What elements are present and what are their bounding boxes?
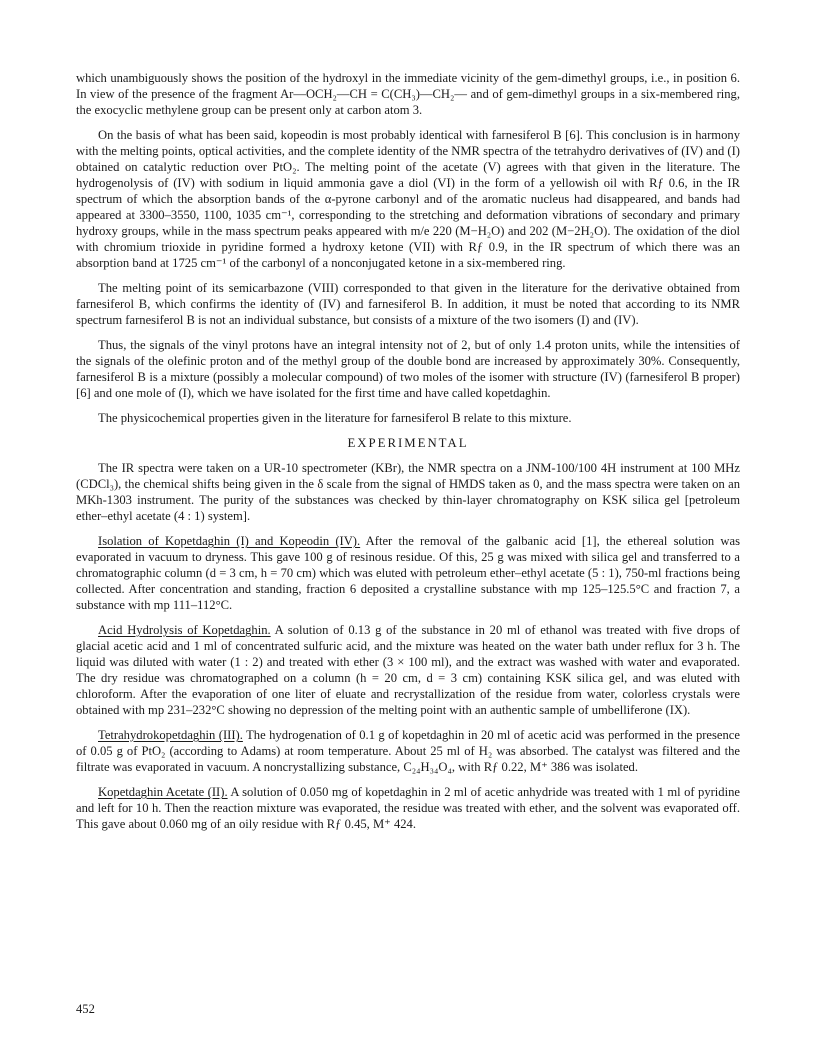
section-acid-hydrolysis: [76, 622, 740, 718]
runin-title: Tetrahydrokopetdaghin (III).: [98, 728, 243, 742]
paragraph: which unambiguously shows the position of the hydroxyl in the immediate vicinity of the gem-dimethyl groups, i.e., in position 6. In view of the presence of the fragment Ar—OCH₂—CH = C(CH₃)—CH₂— and of gem-dimethyl groups in a six-membered ring, the exocyclic methylene group can be present only at carbon atom 3.: [76, 71, 740, 117]
section-acetate: [76, 784, 740, 832]
article-body: [76, 70, 740, 841]
runin-title: Isolation of Kopetdaghin (I) and Kopeodin (IV).: [98, 534, 361, 548]
section-isolation: [76, 533, 740, 613]
paragraph: The physicochemical properties given in the literature for farnesiferol B relate to this mixture.: [98, 411, 572, 425]
paragraph: Thus, the signals of the vinyl protons have an integral intensity not of 2, but of only 1.4 proton units, while the intensities of the signals of the olefinic proton and of the methyl group of the double bond are increased by approximately 30%. Consequently, farnesiferol B is a mixture (possibly a molecular compound) of two moles of the isomer with structure (IV) (farnesiferol B proper) [6] and one mole of (I), which we have isolated for the first time and have called kopetdaghin.: [76, 338, 740, 400]
paragraph: The melting point of its semicarbazone (VIII) corresponded to that given in the literature for the derivative obtained from farnesiferol B, which confirms the identity of (IV) and farnesiferol B. In addition, it must be noted that according to its NMR spectrum farnesiferol B is not an individual substance, but consists of a mixture of the two isomers (I) and (IV).: [76, 281, 740, 327]
section-body: A solution of 0.13 g of the substance in 20 ml of ethanol was treated with five drops of glacial acetic acid and 1 ml of concentrated sulfuric acid, and the mixture was heated on the water bath under reflux for 3 h. The liquid was diluted with water (1 : 2) and treated with ether (3 × 100 ml), and the extract was washed with water and evaporated. The dry residue was chromatographed on a column (h = 20 cm, d = 3 cm) containing KSK silica gel, and was eluted with chloroform. After the evaporation of one liter of eluate and recrystallization of the residue from water, colorless crystals were obtained with mp 231–232°C showing no depression of the melting point with an authentic sample of umbelliferone (IX).: [76, 623, 740, 717]
runin-title: Acid Hydrolysis of Kopetdaghin.: [98, 623, 271, 637]
runin-title: Kopetdaghin Acetate (II).: [98, 785, 228, 799]
section-body: The hydrogenation of 0.1 g of kopetdaghin in 20 ml of acetic acid was performed in the presence of 0.05 g of PtO₂ (according to Adams) at room temperature. About 25 ml of H₂ was absorbed. The catalyst was filtered and the filtrate was evaporated in vacuum. A noncrystallizing substance, C₂₄H₃₄O₄, with Rƒ 0.22, M⁺ 386 was isolated.: [76, 728, 740, 774]
section-tetrahydro: [76, 727, 740, 775]
section-heading: EXPERIMENTAL: [347, 436, 469, 450]
page-number: 452: [76, 1002, 95, 1016]
experimental-intro: The IR spectra were taken on a UR-10 spectrometer (KBr), the NMR spectra on a JNM-100/100 4H instrument at 100 MHz (CDCl₃), the chemical shifts being given in the δ scale from the signal of HMDS taken as 0, and the mass spectra were taken on an MKh-1303 instrument. The purity of the substances was checked by thin-layer chromatography on KSK silica gel [petroleum ether–ethyl acetate (4 : 1) system].: [76, 461, 740, 523]
paragraph: On the basis of what has been said, kopeodin is most probably identical with farnesiferol B [6]. This conclusion is in harmony with the melting points, optical activities, and the complete identity of the NMR spectra of the tetrahydro derivatives of (IV) and (I) obtained on catalytic reduction over PtO₂. The melting point of the acetate (V) agrees with that given in the literature. The hydrogenolysis of (IV) with sodium in liquid ammonia gave a diol (VI) in the form of a yellowish oil with Rƒ 0.6, in the IR spectrum of which the absorption bands of the α-pyrone carbonyl and of the aromatic nucleus had disappeared, and bands had appeared at 3300–3550, 1100, 1035 cm⁻¹, corresponding to the stretching and deformation vibrations of secondary and primary hydroxy groups, while in the mass spectrum peaks appeared with m/e 220 (M−H₂O) and 202 (M−2H₂O). The oxidation of the diol with chromium trioxide in pyridine formed a hydroxy ketone (VII) with Rƒ 0.9, in the IR spectrum of which there was an absorption band at 1725 cm⁻¹ of the carbonyl of a nonconjugated ketone in a six-membered ring.: [76, 128, 740, 270]
section-body: A solution of 0.050 mg of kopetdaghin in 2 ml of acetic anhydride was treated with 1 ml of pyridine and left for 10 h. Then the reaction mixture was evaporated, the residue was treated with ether, and the solvent was evaporated off. This gave about 0.060 mg of an oily residue with Rƒ 0.45, M⁺ 424.: [76, 785, 740, 831]
section-body: After the removal of the galbanic acid [1], the ethereal solution was evaporated in vacuum to dryness. This gave 100 g of resinous residue. Of this, 25 g was mixed with silica gel and transferred to a chromatographic column (d = 3 cm, h = 70 cm) which was eluted with petroleum ether–ethyl acetate (5 : 1), 750-ml fractions being collected. After concentration and standing, fraction 6 deposited a crystalline substance with mp 125–125.5°C and fraction 7, a substance with mp 111–112°C.: [76, 534, 740, 612]
